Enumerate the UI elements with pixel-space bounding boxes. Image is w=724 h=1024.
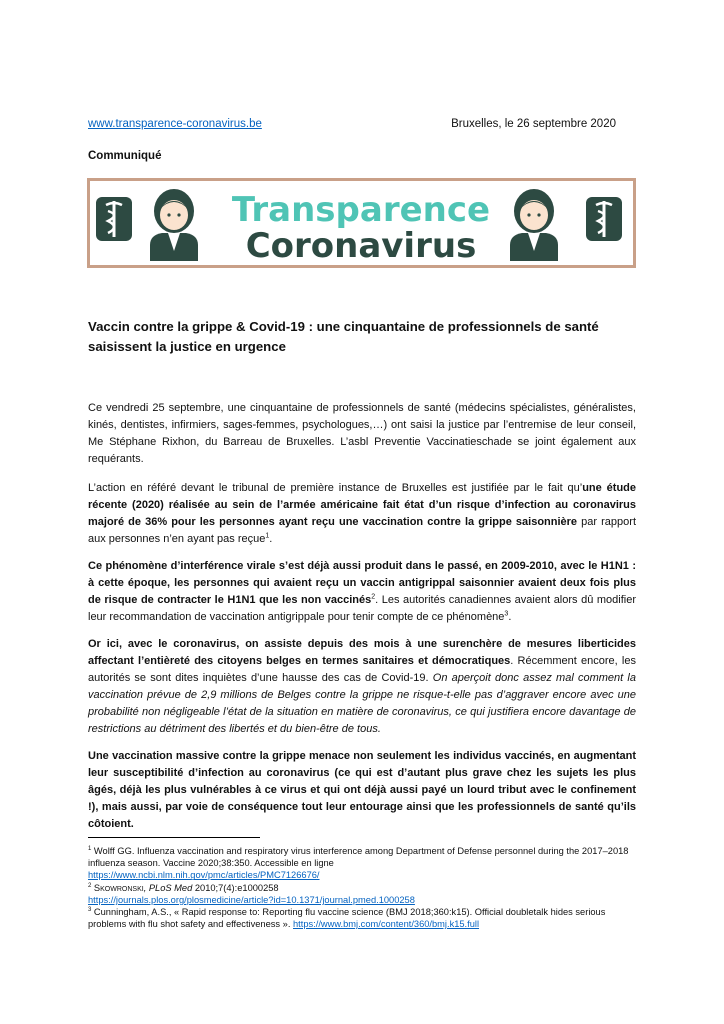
doctor-woman-icon-left bbox=[150, 189, 198, 261]
banner-graphic bbox=[90, 181, 633, 265]
footnote-1-link[interactable]: https://www.ncbi.nlm.nih.gov/pmc/articles/PMC7126676/ bbox=[88, 870, 320, 881]
p4-italic: On aperçoit donc assez mal comment la vaccination prévue de 2,9 millions de Belges contre la grippe ne risque-t-elle pas d’aggraver encore avec une probabilité non négligeable l’état de la situation en matière de coronavirus, ce qui justifiera encore davantage de restrictions au détriment des libertés et du bien-être de tous. bbox=[88, 672, 636, 735]
transparence-coronavirus-banner bbox=[87, 178, 636, 268]
paragraph-2 bbox=[88, 480, 636, 548]
communique-label: Communiqué bbox=[88, 150, 162, 162]
footnote-1-number: 1 bbox=[88, 845, 92, 852]
p2-text-a: L’action en référé devant le tribunal de première instance de Bruxelles est justifiée par le fait qu’ bbox=[88, 482, 583, 494]
p3-bold: Ce phénomène d’interférence virale s’est déjà aussi produit dans le passé, en 2009-2010, avec le H1N1 : à cette époque, les personnes qui avaient reçu un vaccin antigrippal saisonnier avaient deux fois plus de risque de contracter le H1N1 que les non vaccinés bbox=[88, 560, 636, 606]
paragraph-5 bbox=[88, 748, 636, 833]
footnote-3-link[interactable]: https://www.bmj.com/content/360/bmj.k15.full bbox=[293, 919, 480, 930]
website-link[interactable]: www.transparence-coronavirus.be bbox=[88, 118, 262, 130]
footnote-separator bbox=[88, 837, 260, 838]
footnote-2-author: Skowronski bbox=[91, 882, 144, 893]
p3-text-b: . Les autorités canadiennes avaient alors dû modifier leur recommandation de vaccination antigrippale pour tenir compte de ce phénomène bbox=[88, 594, 636, 623]
press-release-title: Vaccin contre la grippe & Covid-19 : une cinquantaine de professionnels de santé saisissent la justice en urgence bbox=[88, 319, 599, 354]
p5-bold: Une vaccination massive contre la grippe menace non seulement les individus vaccinés, en augmentant leur susceptibilité d’infection au coronavirus (ce qui est d’autant plus grave chez les sujets les plus âgés, déjà les plus vulnérables à ce virus et qui ont déjà aussi payé un lourd tribut avec le confinement !), mais aussi, par voie de conséquence tout leur entourage ainsi que les professionnels de santé qu’ils côtoient. bbox=[88, 750, 636, 830]
footnote-1-text: Wolff GG. Influenza vaccination and respiratory virus interference among Department of Defense personnel during the 2017–2018 influenza season. Vaccine 2020;38:350. Accessible en ligne bbox=[88, 846, 629, 869]
date-line: Bruxelles, le 26 septembre 2020 bbox=[451, 118, 616, 130]
press-release-body bbox=[88, 400, 636, 843]
banner-title-line2: Coronavirus bbox=[245, 226, 477, 265]
footnotes bbox=[88, 845, 636, 930]
footnote-2-number: 2 bbox=[88, 882, 92, 889]
p2-text-c: par rapport aux personnes n’en ayant pas reçue bbox=[88, 516, 636, 545]
footnote-ref-1[interactable]: 1 bbox=[265, 532, 270, 540]
footnote-ref-3[interactable]: 3 bbox=[504, 610, 509, 618]
p2-bold: une étude récente (2020) réalisée au sein de l’armée américaine fait état d’un risque d’infection au coronavirus majoré de 36% pour les personnes ayant reçu une vaccination contre la grippe saisonnière bbox=[88, 482, 636, 528]
footnote-ref-2[interactable]: 2 bbox=[371, 593, 376, 601]
footnote-3 bbox=[88, 906, 636, 930]
footnote-3-number: 3 bbox=[88, 906, 92, 913]
p4-text-b: . Récemment encore, les autorités se sont dites inquiètes d’une hausse des cas de Covid-19. bbox=[88, 655, 636, 684]
caduceus-icon-left bbox=[96, 197, 132, 241]
footnote-2-link[interactable]: https://journals.plos.org/plosmedicine/article?id=10.1371/journal.pmed.1000258 bbox=[88, 894, 415, 905]
banner-title-line1: Transparence bbox=[231, 190, 491, 230]
p2-text-d: . bbox=[269, 533, 273, 545]
p4-bold: Or ici, avec le coronavirus, on assiste depuis des mois à une surenchère de mesures liberticides affectant l’entièreté des citoyens belges en termes sanitaires et démocratiques bbox=[88, 638, 636, 667]
footnote-2-text: 2010;7(4):e1000258 bbox=[192, 882, 279, 893]
footnote-2 bbox=[88, 882, 636, 906]
p3-text-c: . bbox=[508, 611, 512, 623]
footnote-1 bbox=[88, 845, 636, 882]
paragraph-3 bbox=[88, 558, 636, 626]
footnote-3-text: Cunningham, A.S., « Rapid response to: Reporting flu vaccine science (BMJ 2018;360:k15). Official doubletalk hides serious problems with flu shot safety and effectiveness ». bbox=[88, 907, 606, 930]
paragraph-4 bbox=[88, 636, 636, 738]
doctor-woman-icon-right bbox=[510, 189, 558, 261]
paragraph-1: Ce vendredi 25 septembre, une cinquantaine de professionnels de santé (médecins spécialistes, généralistes, kinés, dentistes, infirmiers, sages-femmes, psychologues,…) ont saisi la justice par l’entremise de leur conseil, Me Stéphane Rixhon, du Barreau de Bruxelles. L’asbl Preventie Vaccinatieschade se joint également aux requérants. bbox=[88, 402, 636, 465]
caduceus-icon-right bbox=[586, 197, 622, 241]
footnote-2-journal: , PLoS Med bbox=[143, 882, 193, 893]
